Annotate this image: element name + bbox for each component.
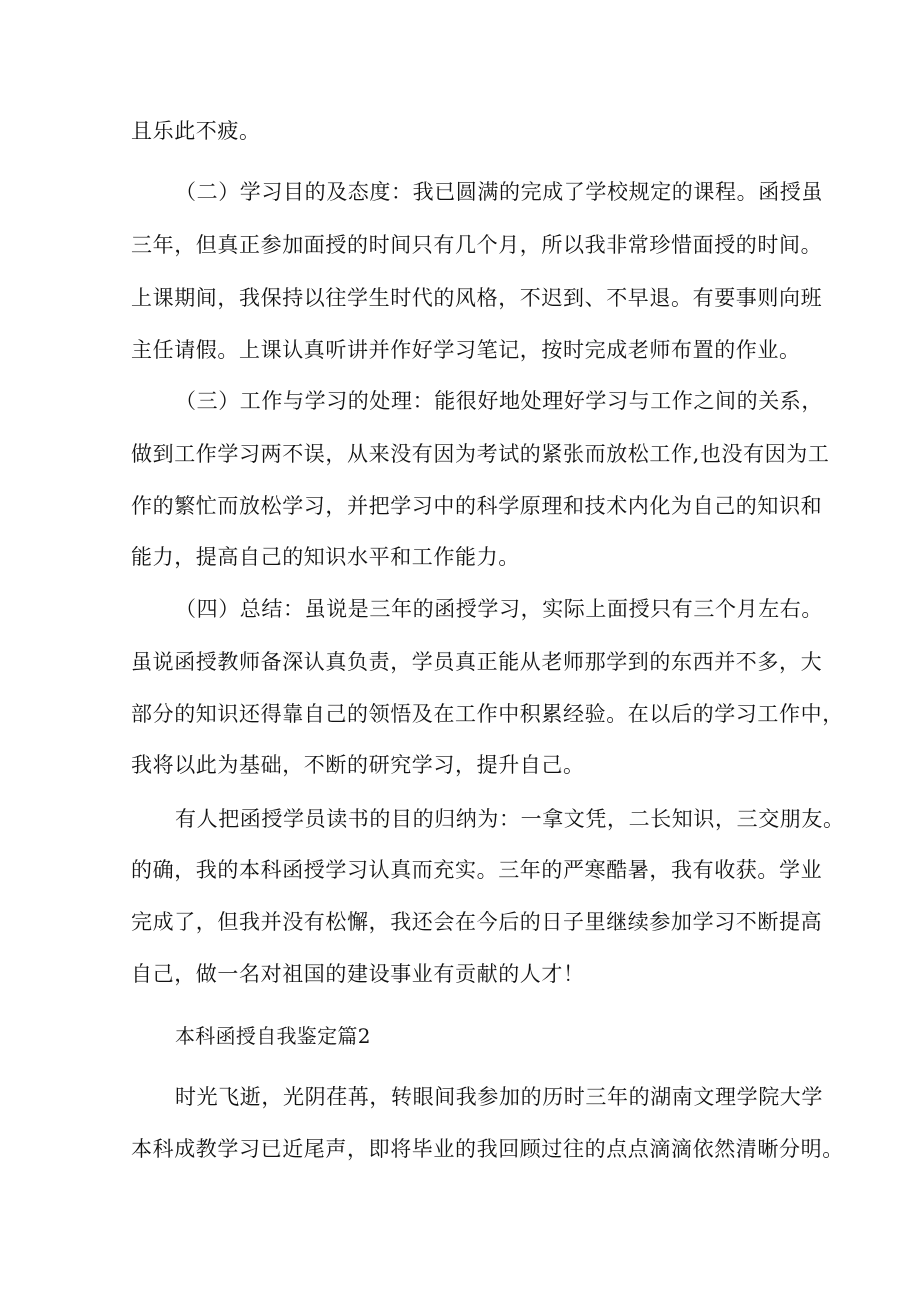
text-line-3: 三年，但真正参加面授的时间只有几个月，所以我非常珍惜面授的时间。 [131, 233, 823, 257]
text-line-2: （二）学习目的及态度：我已圆满的完成了学校规定的课程。函授虽 [175, 180, 823, 204]
text-line-13: 我将以此为基础，不断的研究学习，提升自己。 [131, 753, 585, 777]
text-line-16: 完成了，但我并没有松懈，我还会在今后的日子里继续参加学习不断提高 [131, 910, 823, 934]
text-line-12: 部分的知识还得靠自己的领悟及在工作中积累经验。在以后的学习工作中， [131, 702, 844, 726]
text-line-17: 自己，做一名对祖国的建设事业有贡献的人才！ [131, 962, 585, 986]
section-heading: 本科函授自我鉴定篇2 [175, 1024, 371, 1048]
text-line-8: 作的繁忙而放松学习，并把学习中的科学原理和技术内化为自己的知识和 [131, 494, 823, 518]
text-line-14: 有人把函授学员读书的目的归纳为：一拿文凭，二长知识，三交朋友。 [175, 807, 845, 831]
text-line-1: 且乐此不疲。 [131, 119, 261, 143]
text-line-9: 能力，提高自己的知识水平和工作能力。 [131, 545, 520, 569]
text-line-6: （三）工作与学习的处理：能很好地处理好学习与工作之间的关系， [175, 389, 823, 413]
text-line-10: （四）总结：虽说是三年的函授学习，实际上面授只有三个月左右。 [175, 597, 823, 621]
text-line-5: 主任请假。上课认真听讲并作好学习笔记，按时完成老师布置的作业。 [131, 338, 801, 362]
text-line-11: 虽说函授教师备深认真负责，学员真正能从老师那学到的东西并不多，大 [131, 650, 823, 674]
text-line-19: 时光飞逝，光阴荏苒，转眼间我参加的历时三年的湖南文理学院大学 [175, 1085, 823, 1109]
text-line-4: 上课期间，我保持以往学生时代的风格，不迟到、不早退。有要事则向班 [131, 286, 823, 310]
text-line-7: 做到工作学习两不误，从来没有因为考试的紧张而放松工作,也没有因为工 [131, 442, 830, 466]
text-line-15: 的确，我的本科函授学习认真而充实。三年的严寒酷暑，我有收获。学业 [131, 858, 823, 882]
text-line-20: 本科成教学习已近尾声，即将毕业的我回顾过往的点点滴滴依然清晰分明。 [131, 1137, 844, 1161]
